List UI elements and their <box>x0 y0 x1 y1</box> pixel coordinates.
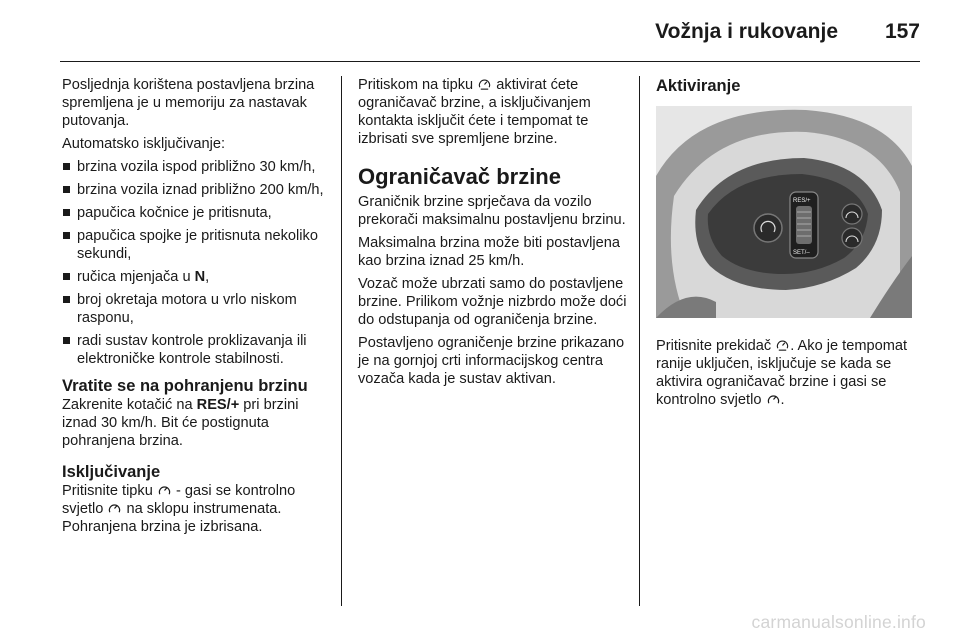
page-title: Vožnja i rukovanje <box>655 20 838 43</box>
section-heading-off: Isključivanje <box>62 463 161 481</box>
list-item: radi sustav kontrole proklizavanja ili elektroničke kontrole stabilnosti. <box>62 332 330 368</box>
paragraph: Pritisnite prekidač . Ako je tempomat ranije uključen, isključuje se kada se aktivira ograničavač brzine i gasi se kontrolno svjetlo . <box>656 338 908 408</box>
paragraph: Vozač može ubrzati samo do postavljene brzine. Prilikom vožnje nizbrdo može doći do odstupanja od ograničenja brzine. <box>358 276 627 328</box>
section-heading-return: Vratite se na pohranjenu brzinu <box>62 377 308 395</box>
column-2 <box>358 76 630 393</box>
paragraph: Graničnik brzine sprječava da vozilo prekorači maksimalnu postavljenu brzinu. <box>358 194 626 228</box>
column-3 <box>656 76 926 414</box>
res-label: RES/+ <box>793 198 811 204</box>
column-1 <box>62 76 330 541</box>
cruise-control-icon <box>767 393 780 406</box>
bullet-icon <box>63 296 70 303</box>
list-item: papučica kočnice je pritisnuta, <box>62 204 330 222</box>
cruise-control-icon <box>108 502 121 515</box>
list-item: broj okretaja motora u vrlo niskom rasponu, <box>62 291 330 327</box>
paragraph: Pritisnite tipku - gasi se kontrolno svjetlo na sklopu instrumenata. <box>62 483 296 517</box>
set-label: SET/– <box>793 250 810 256</box>
paragraph: Postavljeno ograničenje brzine prikazano je na gornjoj crti informacijskog centra vozača kada je sustav aktivan. <box>358 335 625 387</box>
bullet-icon <box>63 186 70 193</box>
section-heading-limiter: Ograničavač brzine <box>358 164 561 189</box>
list-item: papučica spojke je pritisnuta nekoliko sekundi, <box>62 227 330 263</box>
speed-limiter-icon <box>478 78 491 91</box>
steering-wheel-illustration <box>656 106 912 318</box>
bullet-icon <box>63 273 70 280</box>
bullet-icon <box>63 209 70 216</box>
page-number: 157 <box>884 20 920 43</box>
bullet-icon <box>63 337 70 344</box>
page-header <box>60 0 920 62</box>
bullet-icon <box>63 163 70 170</box>
speed-limiter-icon <box>776 339 789 352</box>
paragraph: Automatsko isključivanje: <box>62 136 226 152</box>
paragraph: Pohranjena brzina je izbrisana. <box>62 519 263 535</box>
paragraph: Zakrenite kotačić na RES/+ pri brzini iznad 30 km/h. Bit će postignuta pohranjena brzina. <box>62 397 299 449</box>
watermark: carmanualsonline.info <box>751 612 926 632</box>
auto-off-list <box>62 158 330 368</box>
list-item: ručica mjenjača u N, <box>62 268 330 286</box>
list-item: brzina vozila iznad približno 200 km/h, <box>62 181 330 199</box>
list-item: brzina vozila ispod približno 30 km/h, <box>62 158 330 176</box>
cruise-control-icon <box>158 484 171 497</box>
paragraph: Posljednja korištena postavljena brzina spremljena je u memoriju za nastavak putovanja. <box>62 77 315 129</box>
column-divider <box>639 76 640 606</box>
section-heading-activation: Aktiviranje <box>656 77 741 95</box>
paragraph: Maksimalna brzina može biti postavljena kao brzina iznad 25 km/h. <box>358 235 620 269</box>
paragraph: Pritiskom na tipku aktivirat ćete ograničavač brzine, a isključivanjem kontakta isključit ćete i tempomat te izbrisati sve spremljene brzine. <box>358 77 591 147</box>
bullet-icon <box>63 232 70 239</box>
column-divider <box>341 76 342 606</box>
